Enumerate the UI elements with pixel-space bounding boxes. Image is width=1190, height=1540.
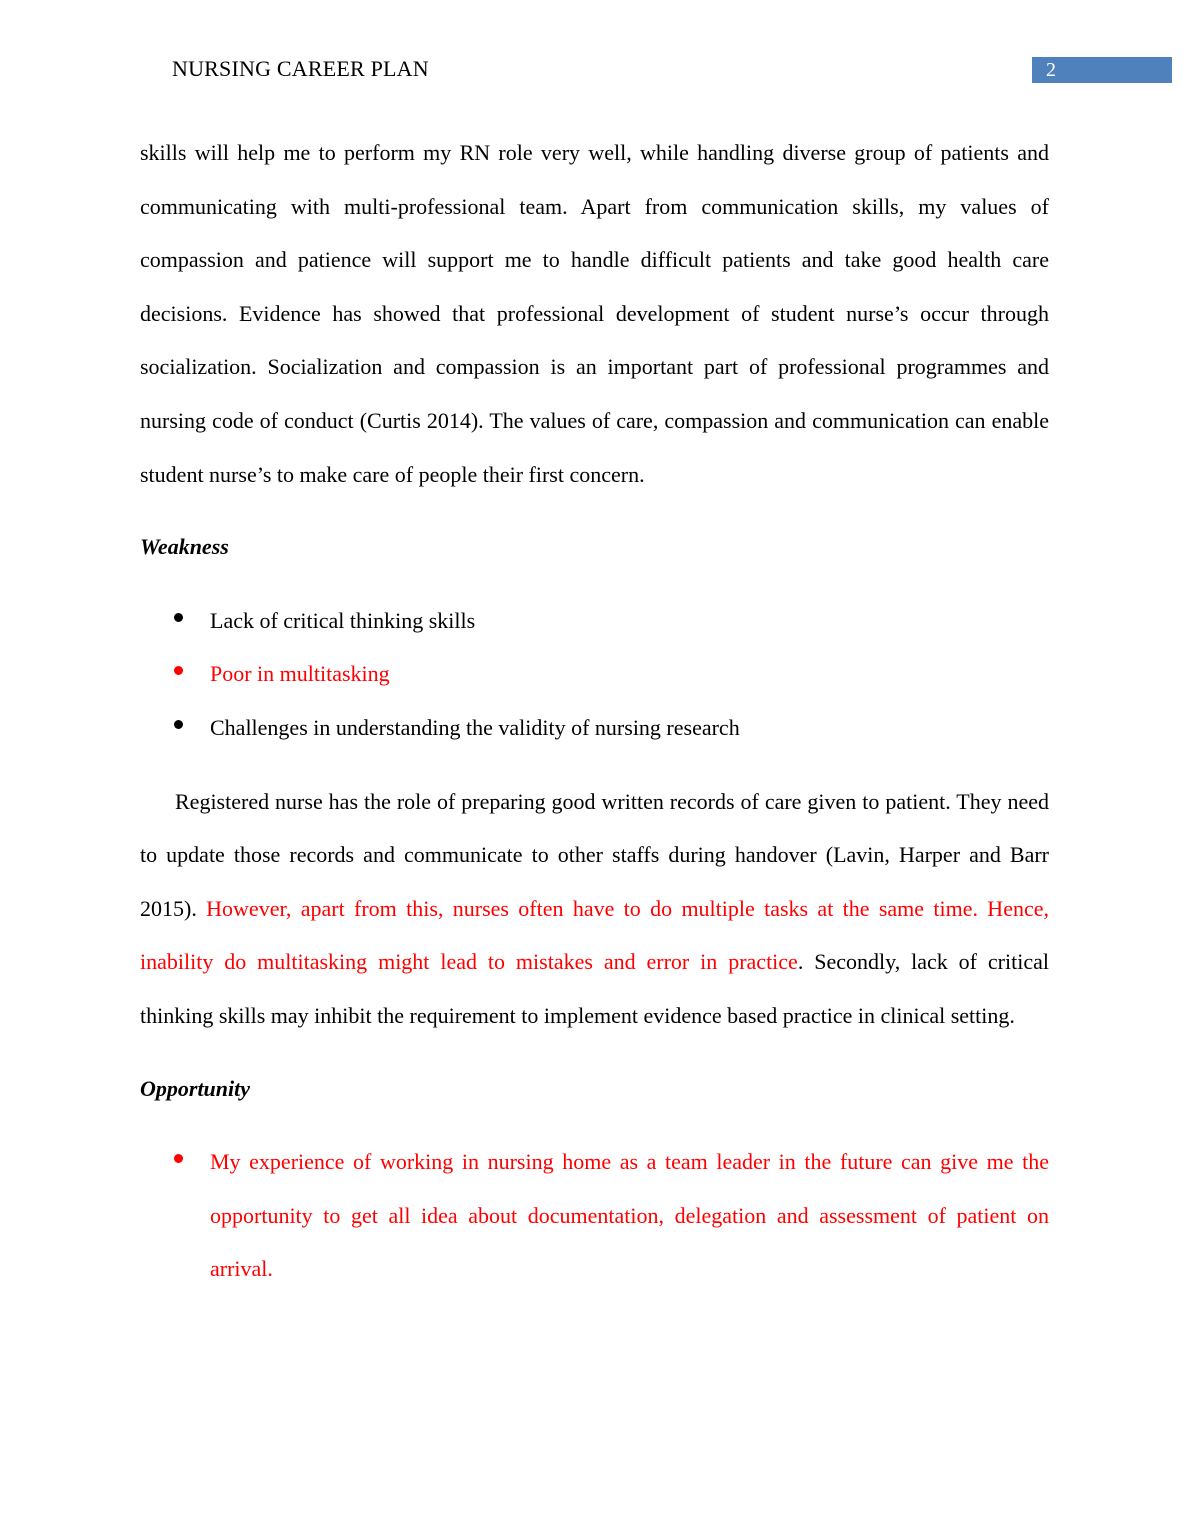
running-head-title: NURSING CAREER PLAN: [172, 56, 429, 81]
section-heading-opportunity: Opportunity: [140, 1075, 251, 1101]
paragraph-strengths-continued: skills will help me to perform my RN role very well, while handling diverse group of patients and communicating with multi-professional team. Apart from communication skills, my values of compassion and patience will support me to handle difficult patients and take good health care decisions. Evidence has showed that professional development of student nurse’s occur through socialization. Socialization and compassion is an important part of professional programmes and nursing code of conduct (Curtis 2014). The values of care, compassion and communication can enable student nurse’s to make care of people their first concern.: [140, 140, 1049, 487]
weakness-list: [140, 594, 1049, 755]
paragraph-text: Registered nurse has the role of preparing good written records of care given to patient. They need to update those records and communicate to other staffs during handover (Lavin, Harper and Barr 2015).: [140, 788, 1049, 921]
bullet-icon: [174, 666, 183, 675]
section-heading-weakness: Weakness: [140, 534, 229, 560]
opportunity-list: [140, 1135, 1049, 1296]
paragraph-weakness-discussion: [140, 775, 1049, 1043]
page-number: 2: [1046, 59, 1056, 81]
highlighted-text: However, apart from this, nurses often have to do multiple tasks at the same time. Hence, inability do multitasking might lead to mistakes and error in practice: [140, 895, 1049, 975]
bullet-icon: [174, 720, 183, 729]
list-item: My experience of working in nursing home as a team leader in the future can give me the opportunity to get all idea about documentation, delegation and assessment of patient on arrival.: [140, 1135, 1049, 1296]
document-body: [140, 126, 1049, 1296]
list-item: Challenges in understanding the validity of nursing research: [140, 701, 1049, 755]
paragraph-text: . Secondly, lack of critical thinking skills may inhibit the requirement to implement evidence based practice in clinical setting.: [140, 949, 1049, 1028]
list-item: Lack of critical thinking skills: [140, 594, 1049, 648]
page-number-box: [1032, 57, 1172, 83]
list-item: Poor in multitasking: [140, 647, 1049, 701]
bullet-icon: [174, 1154, 183, 1163]
bullet-icon: [174, 613, 183, 622]
